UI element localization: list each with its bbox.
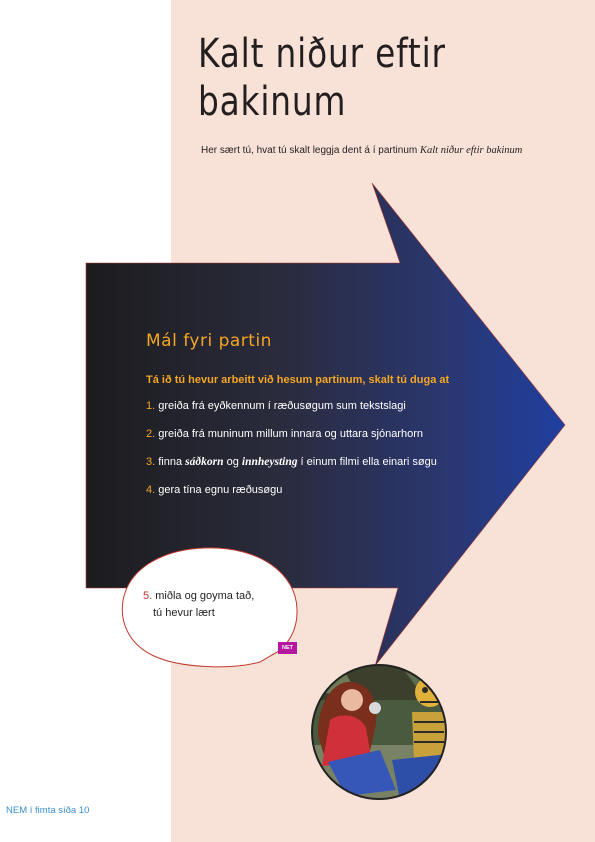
net-badge[interactable]: NET [278,642,297,654]
goal-number: 4. [146,484,156,496]
goal-number: 3. [146,456,156,468]
goal-number: 1. [146,400,156,412]
page-subtitle: Her sært tú, hvat tú skalt leggja dent á í partinum Kalt niður eftir bakinum [201,145,523,156]
goal-item-2: 2. greiða frá muninum millum innara og uttara sjónarhorn [146,428,423,440]
goal-number: 2. [146,428,156,440]
goal-item-3: 3. finna sáðkorn og innheysting í einum filmi ella einari søgu [146,456,437,468]
term-innheysting: innheysting [241,456,298,468]
section-heading: Mál fyri partin [146,331,272,351]
section-intro: Tá ið tú hevur arbeitt við hesum partinum, skalt tú duga at [146,374,450,386]
goal-item-1: 1. greiða frá eyðkennum í ræðusøgum sum tekstslagi [146,400,406,412]
comic-illustration [300,660,460,805]
subtitle-italic-title: Kalt niður eftir bakinum [420,145,523,156]
page-footer: NEM í fimta síða 10 [6,805,90,816]
goal-number: 5. [143,590,153,602]
page-title: Kalt niður eftir bakinum [198,31,446,125]
term-saedkorn: sáðkorn [185,456,224,468]
bubble-goal-item-5: 5. miðla og goyma tað, tú hevur lært [143,590,255,619]
goal-item-4: 4. gera tína egnu ræðusøgu [146,484,283,496]
